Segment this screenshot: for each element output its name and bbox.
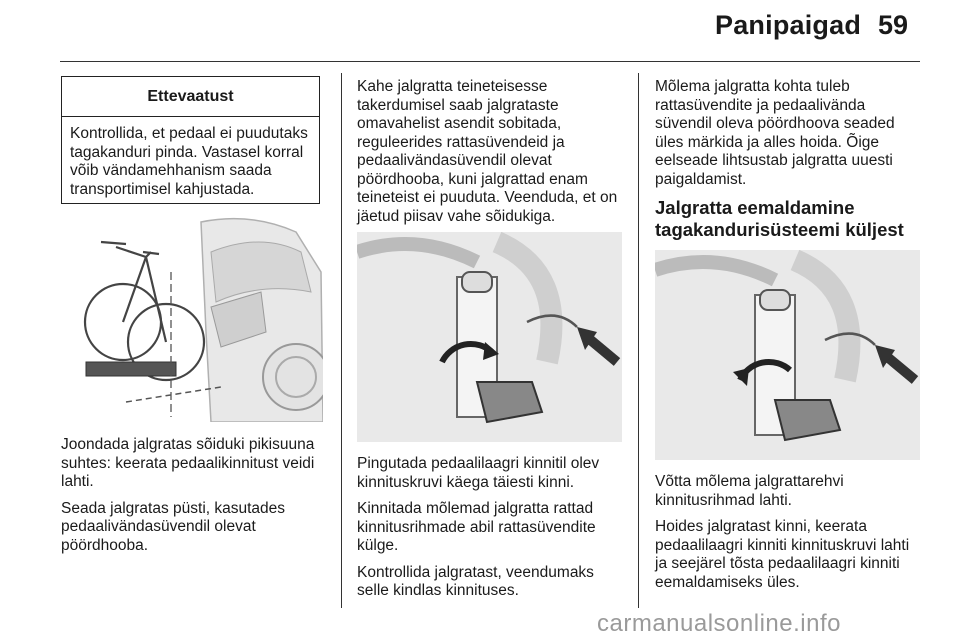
- column-divider-1: [341, 73, 342, 608]
- warning-box: [61, 76, 320, 204]
- middle-paragraph-1: Kahe jalgratta teineteisesse takerdumisel saab jalgrataste omavahelist asendit sobitada, reguleerides rattasüvendeid ja pedaalivändasüvendil olevat pöördhooba, kuni jalgrattad enam teineteist ei puuduta. Veenduda, et on jäetud piisav vahe sõidukiga.: [357, 78, 618, 225]
- left-paragraph-2: Seada jalgratas püsti, kasutades pedaalivändasüvendil olevat pöördhooba.: [61, 499, 286, 554]
- watermark: carmanualsonline.info: [597, 610, 841, 637]
- page-header-title: Panipaigad: [715, 10, 862, 40]
- column-divider-2: [638, 73, 639, 608]
- left-paragraph-1: Joondada jalgratas sõiduki pikisuuna suhtes: keerata pedaalikinnitust veidi lahti.: [61, 436, 315, 490]
- warning-text: Kontrollida, et pedaal ei puudutaks tagakanduri pinda. Vastasel korral võib vändamehhanism saada transportimisel kahjustada.: [70, 125, 308, 198]
- pedal-holder-tighten-illustration: [357, 232, 622, 442]
- section-title: Jalgratta eemaldamine tagakandurisüsteemi küljest: [655, 197, 904, 240]
- right-paragraph-1: Mõlema jalgratta kohta tuleb rattasüvendite ja pedaalivända süvendil oleva pöördhoova seaded üles märkida ja alles hoida. Õige eelseade lihtsustab jalgratta uuesti paigaldamist.: [655, 78, 895, 188]
- header-rule: [60, 61, 920, 62]
- middle-paragraph-2: Pingutada pedaalilaagri kinnitil olev kinnituskruvi käega täiesti kinni.: [357, 455, 600, 491]
- right-paragraph-3: Hoides jalgratast kinni, keerata pedaalilaagri kinniti kinnituskruvi lahti ja seejärel tõsta pedaalilaagri kinniti eemaldamiseks üles.: [655, 518, 910, 591]
- right-paragraph-2: Võtta mõlema jalgrattarehvi kinnitusrihmad lahti.: [655, 473, 844, 509]
- page-number: 59: [878, 10, 909, 40]
- pedal-holder-loosen-illustration: [655, 250, 920, 460]
- bike-rack-car-illustration: [61, 212, 323, 422]
- warning-title: Ettevaatust: [62, 77, 319, 117]
- middle-paragraph-4: Kontrollida jalgratast, veendumaks selle kindlas kinnituses.: [357, 563, 594, 599]
- middle-paragraph-3: Kinnitada mõlemad jalgratta rattad kinnitusrihmade abil rattasüvendite külge.: [357, 500, 596, 554]
